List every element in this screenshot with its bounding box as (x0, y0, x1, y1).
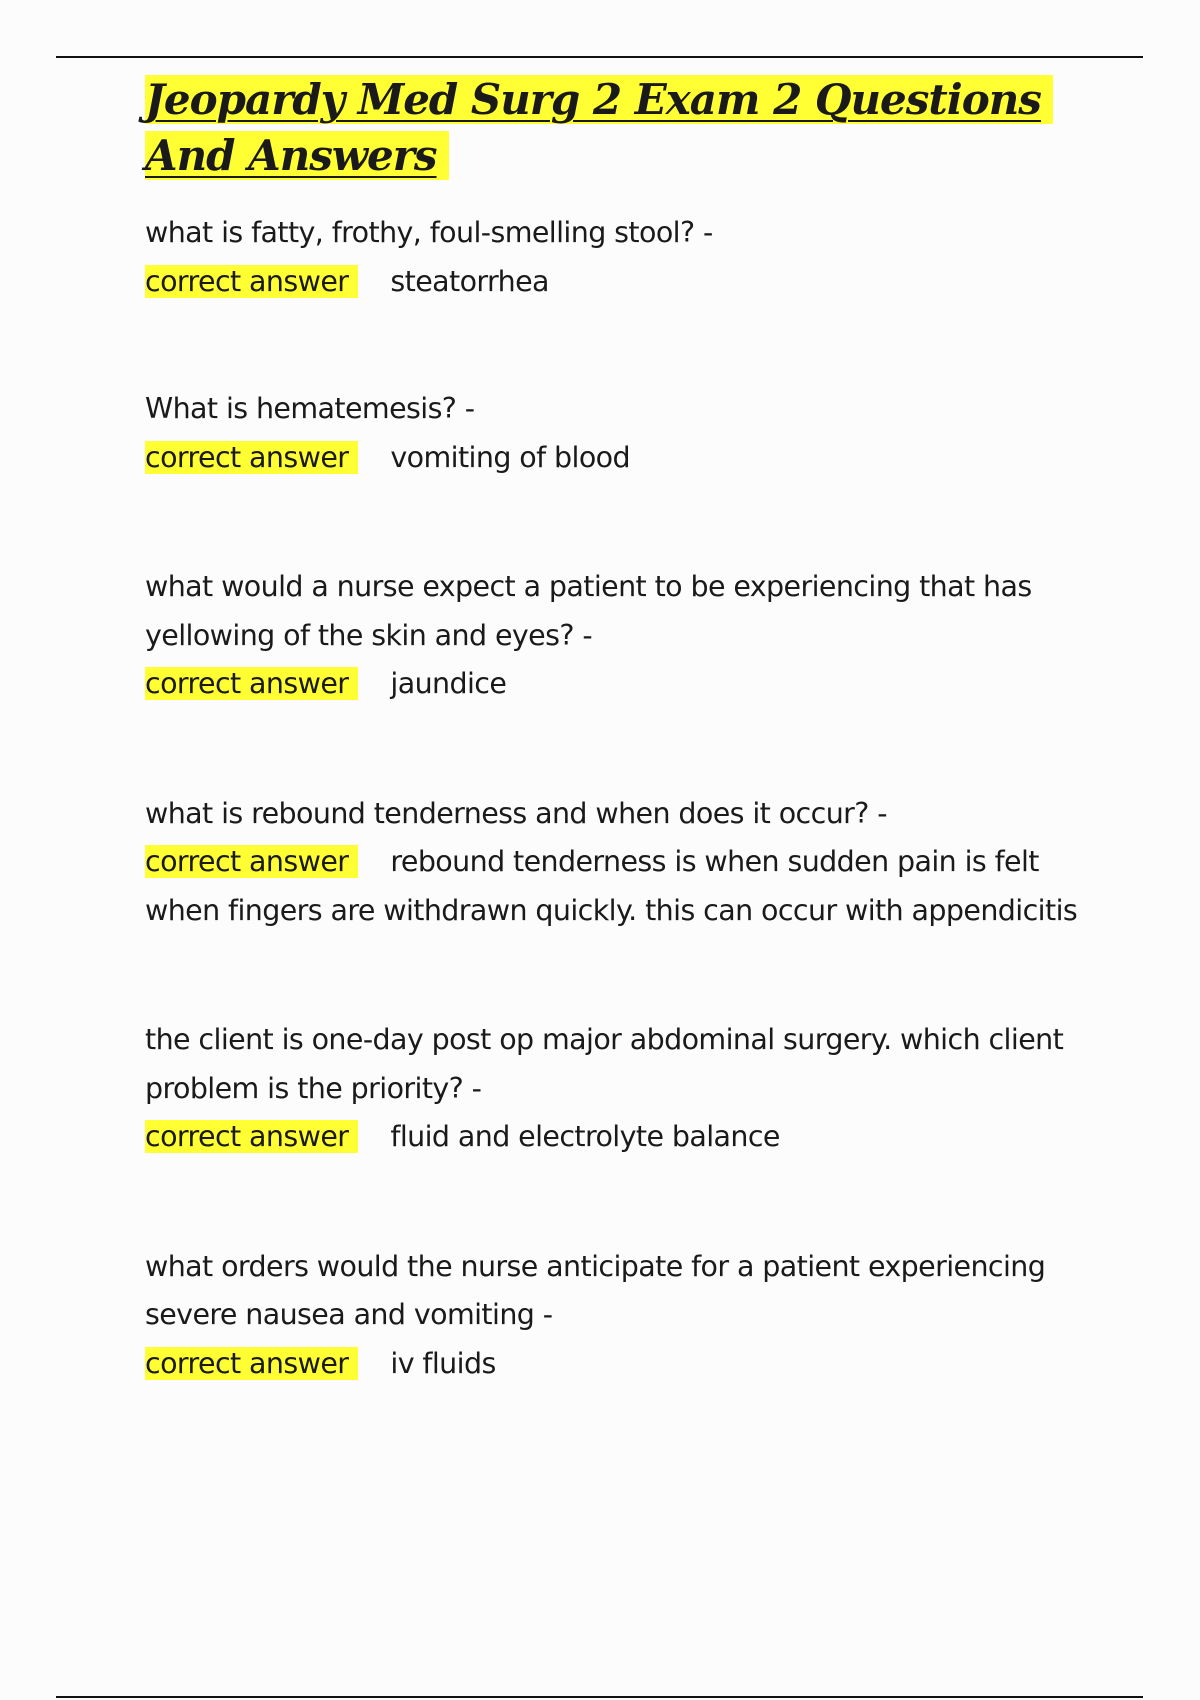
correct-answer-label: correct answer (145, 845, 358, 878)
qa-item (145, 209, 1095, 306)
question-text: What is hematemesis? - (145, 392, 475, 425)
answer-text: vomiting of blood (390, 440, 630, 474)
qa-item (145, 385, 1095, 482)
document-title-text: Jeopardy Med Surg 2 Exam 2 Questions And Answers (145, 75, 1053, 180)
answer-text: iv fluids (390, 1346, 496, 1380)
question-text: what is rebound tenderness and when does it occur? - (145, 796, 887, 830)
answer-line (145, 660, 1095, 709)
qa-item (145, 1016, 1095, 1162)
correct-answer-label: correct answer (145, 1120, 358, 1153)
document-body (145, 72, 1095, 1388)
question-text: what is fatty, frothy, foul-smelling stool? - (145, 216, 713, 249)
answer-text: fluid and electrolyte balance (390, 1120, 780, 1153)
question-text: what would a nurse expect a patient to be experiencing that has yellowing of the skin and eyes? - (145, 570, 1032, 652)
answer-line (145, 434, 1095, 483)
correct-answer-label: correct answer (145, 265, 358, 298)
answer-text: jaundice (390, 667, 507, 700)
question-text: the client is one-day post op major abdominal surgery. which client problem is the priority? - (145, 1023, 1064, 1105)
answer-line (145, 1340, 1095, 1389)
bottom-rule (56, 1696, 1143, 1698)
qa-item (145, 790, 1095, 936)
qa-item (145, 563, 1095, 709)
answer-text: steatorrhea (390, 264, 549, 298)
document-title (145, 72, 1095, 184)
top-rule (56, 56, 1143, 58)
correct-answer-label: correct answer (145, 1347, 358, 1380)
answer-line (145, 258, 1095, 307)
correct-answer-label: correct answer (145, 667, 358, 700)
correct-answer-label: correct answer (145, 441, 358, 474)
answer-text: rebound tenderness is when sudden pain is felt when fingers are withdrawn quickly. this can occur with appendicitis (145, 845, 1078, 927)
question-list (145, 209, 1095, 1388)
answer-line (145, 838, 1095, 935)
answer-line (145, 1113, 1095, 1162)
question-text: what orders would the nurse anticipate for a patient experiencing severe nausea and vomiting - (145, 1249, 1046, 1331)
qa-item (145, 1243, 1095, 1389)
